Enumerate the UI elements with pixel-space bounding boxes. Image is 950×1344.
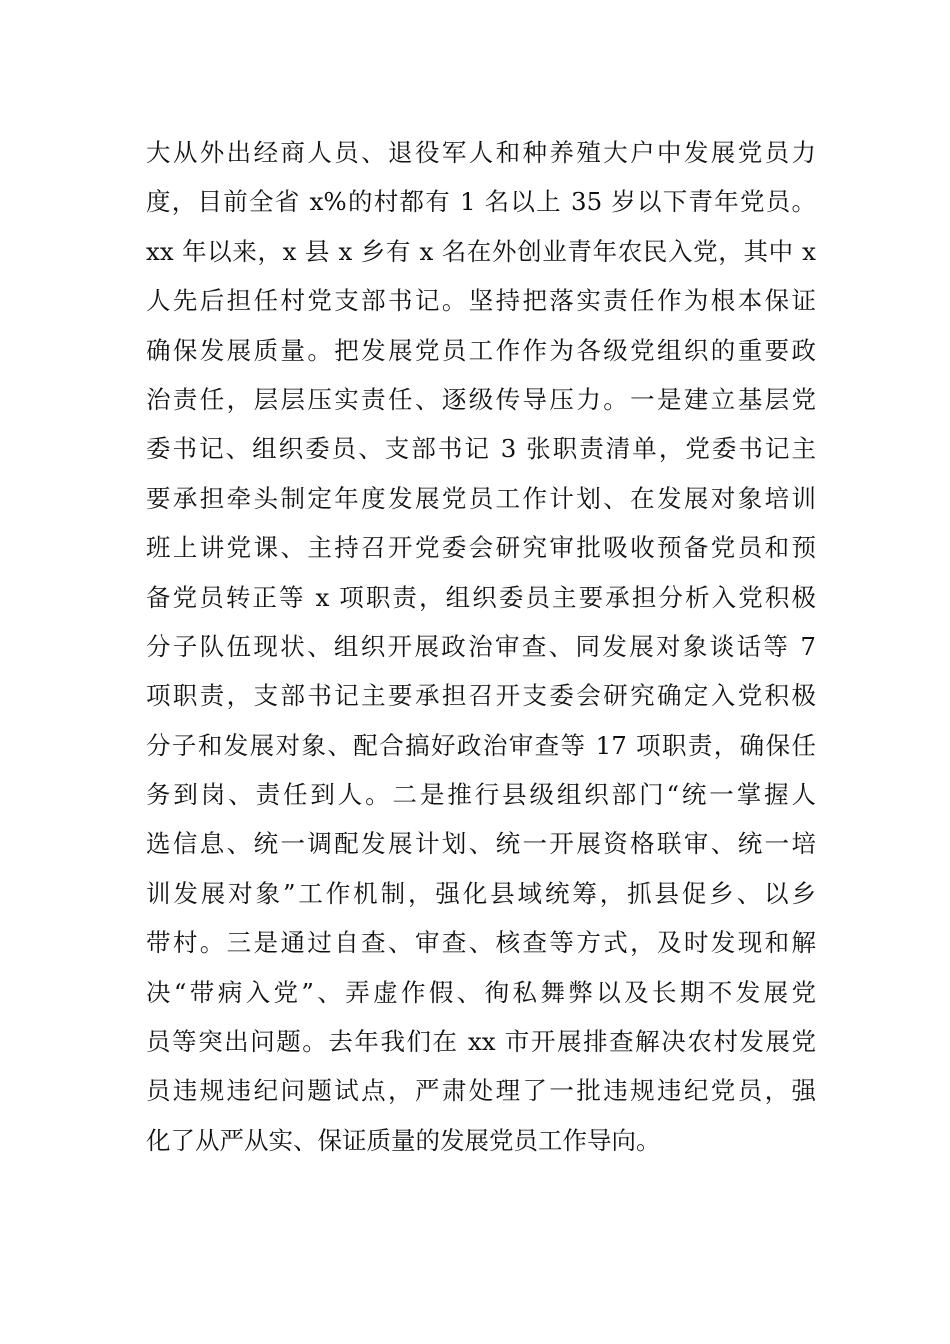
text-line-18: 决“带病入党”、弄虚作假、徇私舞弊以及长期不发展党	[146, 977, 816, 1007]
text-line-6: 治责任，层层压实责任、逐级传导压力。一是建立基层党	[146, 384, 816, 414]
text-line-12: 项职责，支部书记主要承担召开支委会研究确定入党积极	[146, 681, 816, 711]
text-line-10: 备党员转正等 x 项职责，组织委员主要承担分析入党积极	[146, 582, 816, 612]
text-line-7: 委书记、组织委员、支部书记 3 张职责清单，党委书记主	[146, 434, 816, 464]
text-line-1: 大从外出经商人员、退役军人和种养殖大户中发展党员力	[146, 138, 816, 167]
text-line-17: 带村。三是通过自查、审查、核查等方式，及时发现和解	[146, 928, 816, 958]
text-line-4: 人先后担任村党支部书记。坚持把落实责任作为根本保证	[146, 286, 816, 316]
text-line-9: 班上讲党课、主持召开党委会研究审批吸收预备党员和预	[146, 533, 816, 563]
body-paragraph	[146, 128, 816, 1165]
text-line-13: 分子和发展对象、配合搞好政治审查等 17 项职责，确保任	[146, 730, 816, 760]
text-line-11: 分子队伍现状、组织开展政治审查、同发展对象谈话等 7	[146, 631, 816, 661]
text-line-19: 员等突出问题。去年我们在 xx 市开展排查解决农村发展党	[146, 1027, 816, 1057]
text-line-20: 员违规违纪问题试点，严肃处理了一批违规违纪党员，强	[146, 1076, 816, 1106]
text-line-3: xx 年以来，x 县 x 乡有 x 名在外创业青年农民入党，其中 x	[146, 236, 816, 266]
text-line-5: 确保发展质量。把发展党员工作作为各级党组织的重要政	[146, 335, 816, 365]
text-line-2: 度，目前全省 x%的村都有 1 名以上 35 岁以下青年党员。	[146, 187, 816, 217]
text-line-16: 训发展对象”工作机制，强化县域统筹，抓县促乡、以乡	[146, 878, 816, 908]
text-line-8: 要承担牵头制定年度发展党员工作计划、在发展对象培训	[146, 483, 816, 513]
text-line-21: 化了从严从实、保证质量的发展党员工作导向。	[146, 1125, 661, 1155]
text-line-14: 务到岗、责任到人。二是推行县级组织部门“统一掌握人	[146, 780, 816, 810]
text-line-15: 选信息、统一调配发展计划、统一开展资格联审、统一培	[146, 829, 816, 859]
